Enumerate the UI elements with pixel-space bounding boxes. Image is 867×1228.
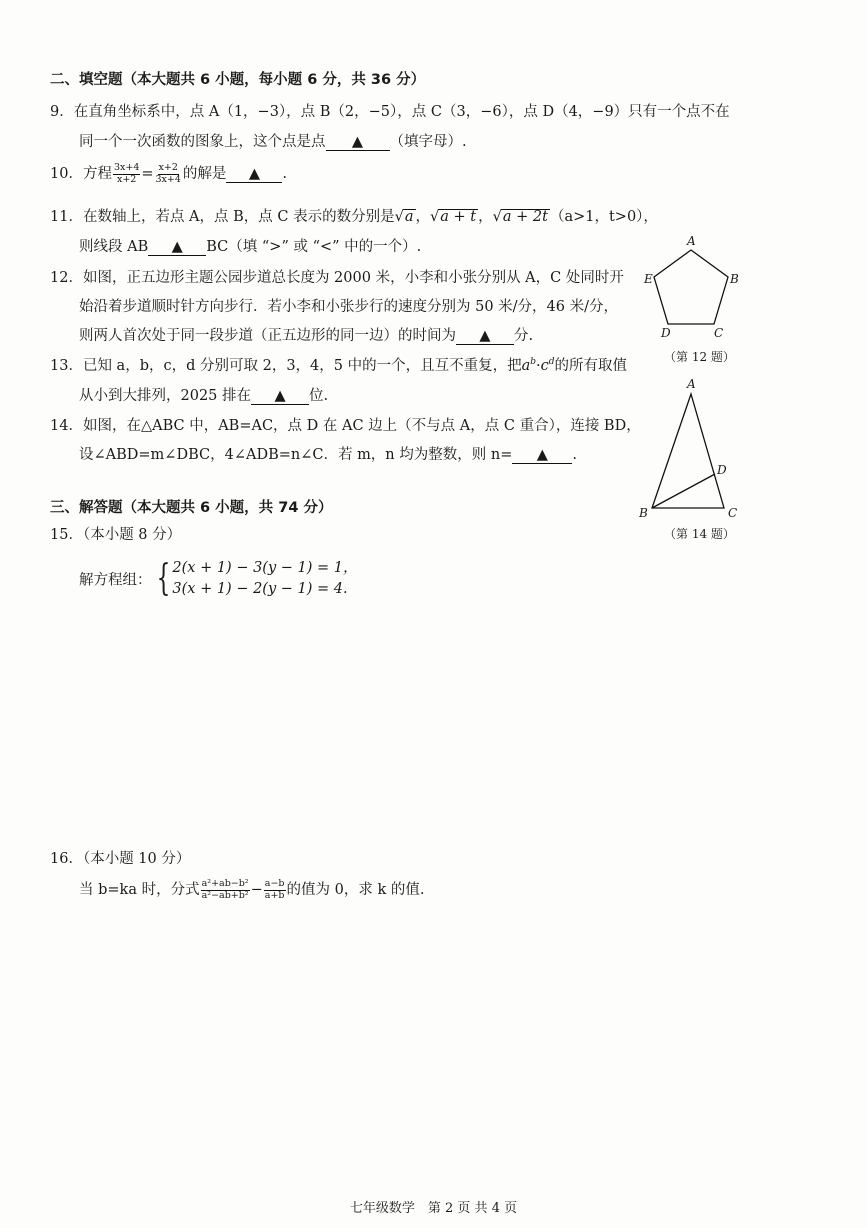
question-12-number: 12． [50,270,83,286]
answer-blank-13: ▲ [251,389,309,405]
question-13-text-3: 从小到大排列，2025 排在 [79,388,252,404]
sqrt-a-plus-t: a + t [440,209,477,225]
figure-14-triangle [630,372,750,522]
fraction-1-numerator: a²+ab−b² [201,877,249,889]
question-13-number: 13． [50,358,83,374]
question-13-text-4: 位. [309,388,329,404]
vertex-label-b: B [730,272,739,286]
question-13-text-1: 已知 a，b，c，d 分别可取 2，3，4，5 中的一个，且互不重复，把 [82,358,522,374]
question-13-line-1 [50,354,627,375]
question-9-text-3: （填字母）. [389,134,467,150]
question-10-prefix: 方程 [82,166,112,182]
fraction-2-numerator: a−b [264,877,285,889]
question-14-text-3: . [572,447,577,463]
sqrt-symbol: √ [430,209,440,225]
question-11-line-2 [79,235,421,256]
question-9-line-2 [79,130,467,151]
sqrt-symbol: √ [394,209,404,225]
vertex-label-a: A [687,234,696,248]
question-10-middle: 的解是 [182,166,227,182]
question-15-label: 解方程组： [79,572,152,589]
expr-dot: · [536,358,541,374]
question-15-number: 15． [50,527,83,543]
question-14-text-1: 如图，在△ABC 中，AB=AC，点 D 在 AC 边上（不与点 A，点 C 重合），连接 BD， [82,418,641,434]
question-16-suffix: 的值为 0，求 k 的值. [286,882,425,898]
vertex-label-c: C [714,326,724,340]
expr-b: b [530,357,537,368]
question-9-number: 9． [50,104,74,120]
sqrt-symbol: √ [492,209,502,225]
question-12-line-1 [50,266,624,287]
pentagon-shape [654,250,728,324]
question-12-line-2: 始沿着步道顺时针方向步行．若小李和小张步行的速度分别为 50 米/分，46 米/分， [79,299,618,315]
question-14-line-2 [79,443,577,464]
fraction-lhs [113,163,140,186]
left-brace-icon: { [156,558,170,600]
vertex-label-e: E [644,272,653,286]
expr-d: d [548,357,555,368]
answer-blank-9: ▲ [326,135,390,151]
answer-blank-14: ▲ [512,448,572,464]
triangle-abc [652,394,724,508]
vertex-label-d: D [717,463,727,477]
question-11-text-3: BC（填 “>” 或 “<” 中的一个）. [206,239,422,255]
question-9-line-1 [50,100,730,121]
question-13-line-2 [79,384,328,405]
fraction-1 [201,879,250,902]
sqrt-a-plus-2t: a + 2t [502,209,548,225]
answer-blank-12: ▲ [456,329,514,345]
question-11-text-1: 在数轴上，若点 A，点 B，点 C 表示的数分别是 [82,209,395,225]
fraction-rhs-denominator: 3x+4 [155,173,181,185]
question-9-text-1: 在直角坐标系中，点 A（1，−3），点 B（2，−5），点 C（3，−6），点 D（4，−9）只有一个点不在 [73,104,730,120]
question-11-condition: （a>1，t>0）， [549,209,658,225]
answer-blank-11: ▲ [148,240,206,256]
section-3-heading: 三、解答题（本大题共 6 小题，共 74 分） [50,500,333,516]
equation-system [172,558,357,600]
fraction-rhs-numerator: x+2 [158,161,178,173]
figure-14-caption: （第 14 题） [664,527,735,541]
vertex-label-d: D [661,326,671,340]
question-15-header [50,523,181,544]
fraction-1-denominator: a²−ab+b² [201,889,249,901]
answer-blank-10: ▲ [226,167,282,183]
vertex-label-b: B [639,506,648,520]
question-16-number: 16． [50,851,83,867]
sqrt-a: a [404,209,414,225]
question-16-header [50,847,190,868]
equation-2: 3(x + 1) − 2(y − 1) = 4. [172,581,348,598]
question-16-prefix: 当 b=ka 时，分式 [79,882,200,898]
question-16-points: （本小题 10 分） [82,851,191,867]
question-14-number: 14． [50,418,83,434]
fraction-lhs-denominator: x+2 [116,173,137,185]
question-9-text-2: 同一个一次函数的图象上，这个点是点 [79,134,326,150]
fraction-lhs-numerator: 3x+4 [113,161,140,173]
minus-sign: − [250,882,263,898]
question-12-text-3: 则两人首次处于同一段步道（正五边形的同一边）的时间为 [79,328,456,344]
question-11-number: 11． [50,209,83,225]
vertex-label-c: C [728,506,738,520]
fraction-rhs [155,163,182,186]
expr-a: a [521,358,531,374]
question-14-text-2: 设∠ABD=m∠DBC，4∠ADB=n∠C．若 m，n 均为整数，则 n= [79,447,513,463]
question-10-line [50,162,287,185]
equation-1: 2(x + 1) − 3(y − 1) = 1， [172,560,358,576]
question-12-line-3 [79,324,533,345]
question-12-text-4: 分. [514,328,534,344]
question-13-text-2: 的所有取值 [554,358,628,374]
section-2-heading: 二、填空题（本大题共 6 小题，每小题 6 分，共 36 分） [50,72,426,88]
question-14-line-1 [50,414,641,435]
fraction-2 [264,879,286,902]
question-10-suffix: . [282,166,288,182]
page-footer: 七年级数学 第 2 页 共 4 页 [349,1201,518,1216]
vertex-label-a: A [687,377,696,391]
question-11-line-1: 11．在数轴上，若点 A，点 B，点 C 表示的数分别是√a ，√a + t ，√a + 2t （a>1，t>0）， [50,209,658,225]
fraction-2-denominator: a+b [264,889,285,901]
question-16-body [79,878,424,901]
question-11-text-2: 则线段 AB [79,239,149,255]
question-15-system [79,558,358,600]
question-10-number: 10． [50,166,83,182]
question-15-points: （本小题 8 分） [82,527,182,543]
figure-12-caption: （第 12 题） [664,350,735,364]
expr-c: c [540,358,549,374]
question-12-text-1: 如图，正五边形主题公园步道总长度为 2000 米，小李和小张分别从 A，C 处同时开 [82,270,624,286]
equals-sign: = [141,166,154,182]
figure-12-pentagon [640,232,750,367]
